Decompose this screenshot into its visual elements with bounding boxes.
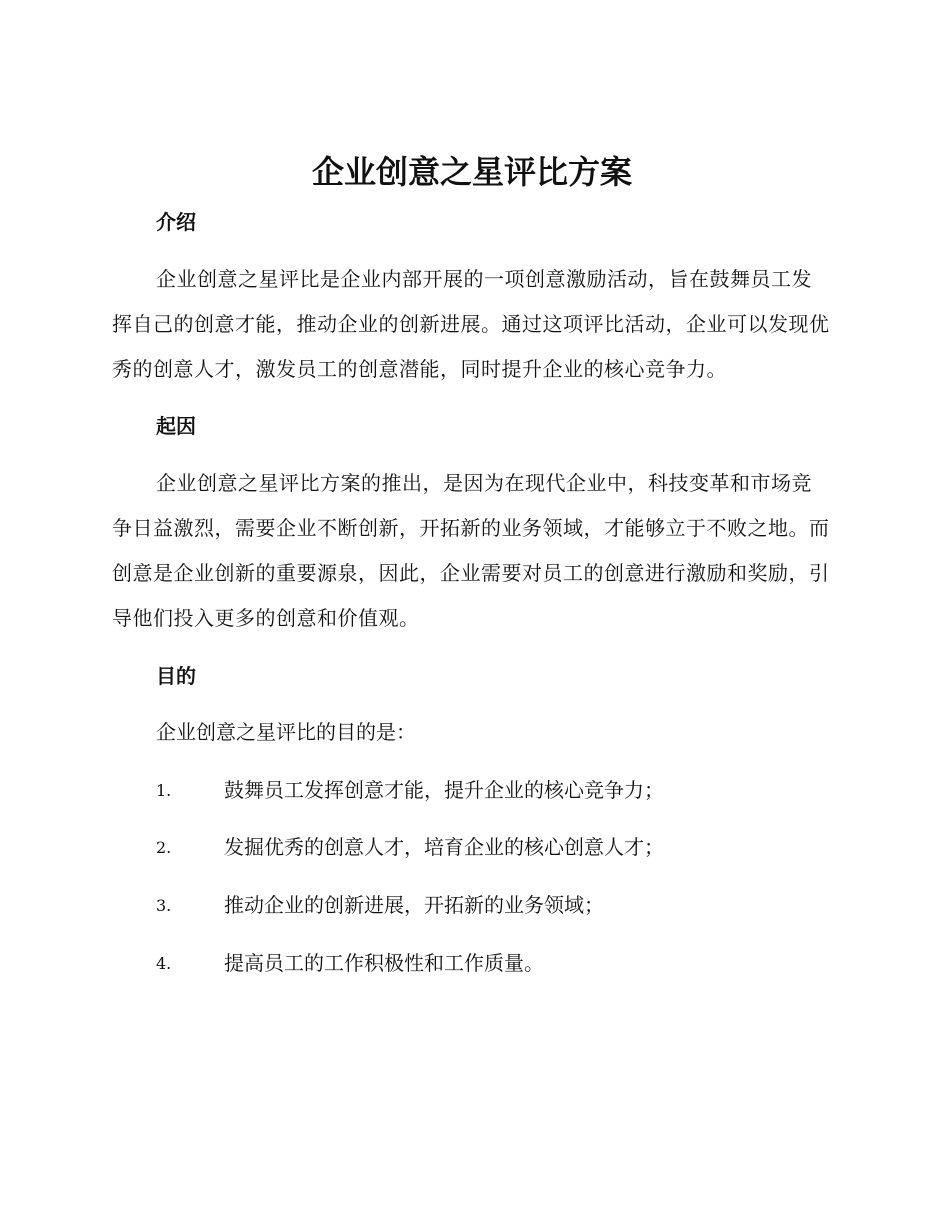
section-heading-cause: 起因	[156, 414, 196, 438]
section-heading-intro: 介绍	[156, 210, 196, 234]
list-item-number: 1.	[156, 781, 172, 800]
list-item-number: 2.	[156, 838, 172, 857]
section-heading-purpose: 目的	[156, 664, 196, 688]
list-item-text: 提高员工的工作积极性和工作质量。	[224, 951, 544, 975]
list-item-number: 4.	[156, 954, 172, 973]
intro-paragraph: 企业创意之星评比是企业内部开展的一项创意激励活动，旨在鼓舞员工发挥自己的创意才能，推动企业的创新进展。通过这项评比活动，企业可以发现优秀的创意人才，激发员工的创意潜能，同时提升企业的核心竞争力。	[112, 267, 830, 381]
purpose-list-item	[156, 891, 832, 919]
purpose-list-item	[156, 833, 832, 861]
purpose-lead: 企业创意之星评比的目的是：	[156, 720, 416, 744]
list-item-number: 3.	[156, 896, 172, 915]
purpose-list-item	[156, 776, 832, 804]
document-title: 企业创意之星评比方案	[311, 153, 632, 191]
list-item-text: 发掘优秀的创意人才，培育企业的核心创意人才；	[224, 835, 664, 859]
list-item-text: 推动企业的创新进展，开拓新的业务领域；	[224, 893, 604, 917]
purpose-list-item	[156, 949, 832, 977]
list-item-text: 鼓舞员工发挥创意才能，提升企业的核心竞争力；	[224, 778, 664, 802]
cause-paragraph: 企业创意之星评比方案的推出，是因为在现代企业中，科技变革和市场竞争日益激烈，需要企业不断创新，开拓新的业务领域，才能够立于不败之地。而创意是企业创新的重要源泉，因此，企业需要对员工的创意进行激励和奖励，引导他们投入更多的创意和价值观。	[112, 471, 830, 630]
